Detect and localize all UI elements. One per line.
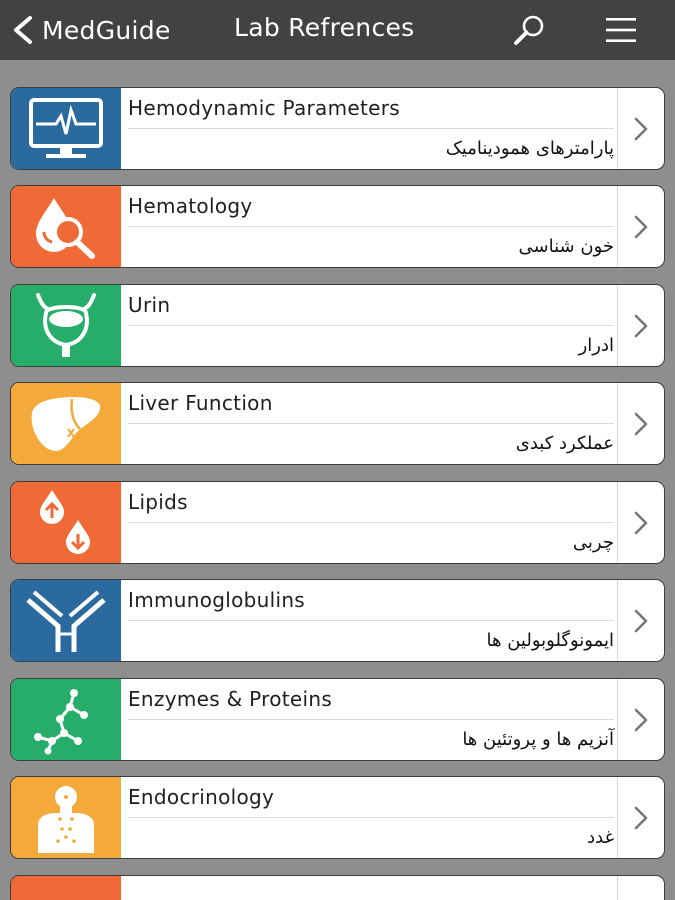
divider [128,620,614,621]
chevron-right-icon [633,411,649,437]
row-icon-tile [11,88,121,169]
bladder-icon [24,291,108,361]
item-subtitle: چربی [572,532,614,553]
search-icon[interactable] [510,12,548,48]
list-item-immunoglobulins[interactable] [10,579,665,662]
disclosure-area [617,580,664,661]
divider [128,325,614,326]
lipid-drops-icon [24,488,108,558]
divider [128,226,614,227]
list-item-enzymes-proteins[interactable] [10,678,665,761]
row-icon-tile [11,186,121,267]
divider [128,128,614,129]
disclosure-area [617,679,664,760]
row-icon-tile [11,679,121,760]
list-item-liver-function[interactable] [10,382,665,465]
chevron-left-icon [10,15,36,45]
endocrine-body-icon [24,783,108,853]
disclosure-area [617,876,664,900]
chevron-right-icon [633,805,649,831]
disclosure-area [617,186,664,267]
molecule-icon [24,685,108,755]
navbar [0,0,675,60]
chevron-right-icon [633,116,649,142]
lab-references-list [0,60,675,900]
chevron-right-icon [633,510,649,536]
divider [128,817,614,818]
monitor-icon [24,94,108,164]
list-item-lipids[interactable] [10,481,665,564]
item-subtitle: خون شناسی [518,236,614,257]
disclosure-area [617,777,664,858]
item-subtitle: آنزیم ها و پروتئین ها [462,729,614,750]
divider [128,522,614,523]
disclosure-area [617,383,664,464]
item-title: Liver Function [128,391,273,415]
item-title: Hematology [128,194,253,218]
liver-icon [24,389,108,459]
list-item-partial[interactable] [10,875,665,900]
row-icon-tile [11,777,121,858]
chevron-right-icon [633,608,649,634]
chevron-right-icon [633,214,649,240]
item-title: Urin [128,293,171,317]
item-subtitle: ادرار [578,335,614,356]
divider [128,423,614,424]
row-icon-tile [11,285,121,366]
row-icon-tile [11,482,121,563]
list-item-hematology[interactable] [10,185,665,268]
page-title: Lab Refrences [234,13,415,42]
item-title: Hemodynamic Parameters [128,96,400,120]
antibody-icon [24,586,108,656]
disclosure-area [617,88,664,169]
item-subtitle: ایمونوگلوبولین ها [486,630,614,651]
chevron-right-icon [633,313,649,339]
item-title: Endocrinology [128,785,275,809]
item-subtitle: پارامترهای همودینامیک [445,138,614,159]
row-icon-tile [11,383,121,464]
divider [128,719,614,720]
disclosure-area [617,285,664,366]
back-button[interactable] [10,10,171,50]
item-title: Lipids [128,490,188,514]
hamburger-menu-icon[interactable] [603,14,639,46]
item-subtitle: عملکرد کبدی [515,433,614,454]
list-item-urin[interactable] [10,284,665,367]
list-item-endocrinology[interactable] [10,776,665,859]
item-title: Immunoglobulins [128,588,306,612]
row-icon-tile [11,876,121,900]
disclosure-area [617,482,664,563]
item-subtitle: غدد [587,827,614,848]
list-item-hemodynamic-parameters[interactable] [10,87,665,170]
item-title: Enzymes & Proteins [128,687,333,711]
chevron-right-icon [633,707,649,733]
blood-drop-magnifier-icon [24,192,108,262]
back-button-label: MedGuide [42,15,171,45]
row-icon-tile [11,580,121,661]
